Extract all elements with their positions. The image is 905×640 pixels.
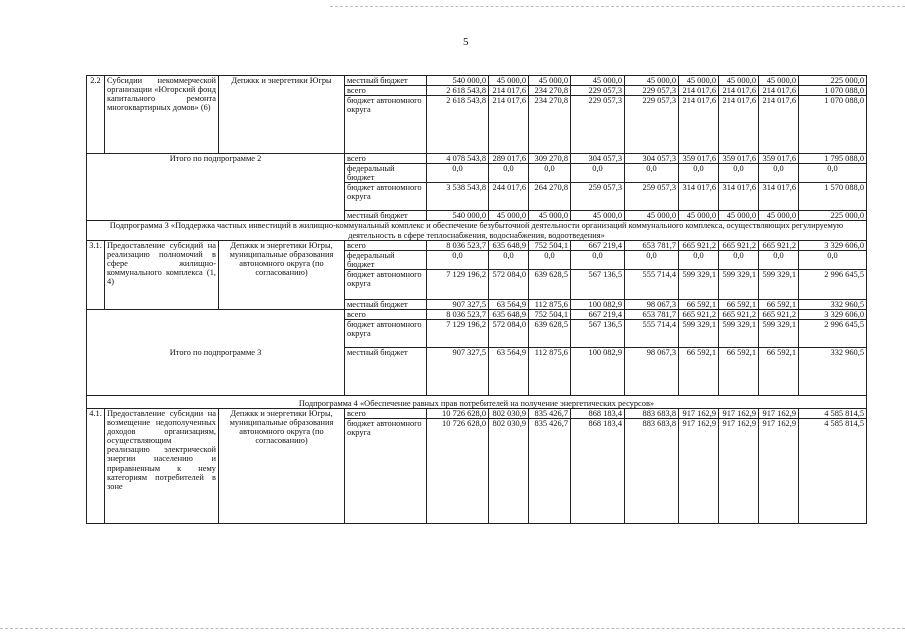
cell-value: 635 648,9: [489, 309, 529, 319]
cell-value: 0,0: [529, 250, 571, 269]
cell-value: 599 329,1: [759, 320, 799, 348]
cell-value: 45 000,0: [625, 76, 679, 86]
cell-value: 66 592,1: [719, 299, 759, 309]
cell-value: 4 078 543,8: [427, 154, 489, 164]
cell-value: 665 921,2: [719, 309, 759, 319]
cell-value: 665 921,2: [759, 309, 799, 319]
cell-value: 359 017,6: [759, 154, 799, 164]
funding-source: местный бюджет: [345, 211, 427, 221]
cell-value: 665 921,2: [679, 309, 719, 319]
cell-value: 1 070 088,0: [799, 86, 867, 96]
cell-value: 45 000,0: [489, 76, 529, 86]
funding-source: федеральный бюджет: [345, 164, 427, 183]
cell-value: 752 504,1: [529, 309, 571, 319]
cell-value: 229 057,3: [571, 96, 625, 154]
measure-name: Предоставление субсидии на возмещение недополученных доходов организациям, осуществляющим реализацию электрической энергии населению и приравненным к нему категориям потребителей в зоне: [105, 409, 219, 524]
cell-value: 883 683,8: [625, 419, 679, 524]
cell-value: 0,0: [679, 164, 719, 183]
funding-source: всего: [345, 154, 427, 164]
cell-value: 45 000,0: [679, 76, 719, 86]
cell-value: 0,0: [719, 250, 759, 269]
cell-value: 309 270,8: [529, 154, 571, 164]
subprogram-3-total-label: Итого по подпрограмме 3: [87, 309, 345, 395]
cell-value: 835 426,7: [529, 409, 571, 419]
cell-value: 259 057,3: [571, 183, 625, 211]
funding-source: федеральный бюджет: [345, 250, 427, 269]
cell-value: 45 000,0: [571, 76, 625, 86]
cell-value: 229 057,3: [571, 86, 625, 96]
cell-value: 359 017,6: [679, 154, 719, 164]
cell-value: 907 327,5: [427, 348, 489, 396]
cell-value: 234 270,8: [529, 86, 571, 96]
cell-value: 917 162,9: [719, 419, 759, 524]
cell-value: 112 875,6: [529, 299, 571, 309]
cell-value: 100 082,9: [571, 348, 625, 396]
cell-value: 599 329,1: [719, 320, 759, 348]
cell-value: 214 017,6: [719, 86, 759, 96]
cell-value: 2 618 543,8: [427, 86, 489, 96]
cell-value: 45 000,0: [719, 76, 759, 86]
cell-value: 540 000,0: [427, 211, 489, 221]
funding-source: бюджет автономного округа: [345, 320, 427, 348]
cell-value: 98 067,3: [625, 348, 679, 396]
cell-value: 667 219,4: [571, 240, 625, 250]
cell-value: 0,0: [799, 250, 867, 269]
cell-value: 917 162,9: [719, 409, 759, 419]
funding-source: бюджет автономного округа: [345, 96, 427, 154]
cell-value: 917 162,9: [759, 419, 799, 524]
subprogram-4-title: Подпрограмма 4 «Обеспечение равных прав потребителей на получение энергетических ресурсов»: [87, 396, 867, 409]
cell-value: 264 270,8: [529, 183, 571, 211]
table-row: [87, 221, 867, 240]
scan-edge-bottom: [0, 628, 905, 630]
cell-value: 868 183,4: [571, 419, 625, 524]
cell-value: 665 921,2: [759, 240, 799, 250]
cell-value: 540 000,0: [427, 76, 489, 86]
cell-value: 599 329,1: [679, 320, 719, 348]
cell-value: 214 017,6: [679, 86, 719, 96]
responsible-executor: Депжкк и энергетики Югры: [219, 76, 345, 154]
cell-value: 802 030,9: [489, 419, 529, 524]
subprogram-3-title: Подпрограмма 3 «Поддержка частных инвестиций в жилищно-коммунальный комплекс и обеспечение безубыточной деятельности организаций коммунального комплекса, осуществляющих регулируемую деятельность в сфере теплоснабжения, водоснабжения, водоотведения»: [87, 221, 867, 240]
cell-value: 1 795 088,0: [799, 154, 867, 164]
responsible-executor: Депжкк и энергетики Югры, муниципальные образования автономного округа (по согласованию): [219, 240, 345, 309]
cell-value: 214 017,6: [489, 96, 529, 154]
cell-value: 359 017,6: [719, 154, 759, 164]
cell-value: 599 329,1: [719, 269, 759, 299]
cell-value: 3 329 606,0: [799, 240, 867, 250]
cell-value: 653 781,7: [625, 240, 679, 250]
cell-value: 907 327,5: [427, 299, 489, 309]
cell-value: 45 000,0: [759, 211, 799, 221]
cell-value: 1 570 088,0: [799, 183, 867, 211]
cell-value: 917 162,9: [679, 409, 719, 419]
row-index: 4.1.: [87, 409, 105, 524]
cell-value: 639 628,5: [529, 320, 571, 348]
cell-value: 2 618 543,8: [427, 96, 489, 154]
cell-value: 8 036 523,7: [427, 240, 489, 250]
cell-value: 667 219,4: [571, 309, 625, 319]
cell-value: 0,0: [571, 164, 625, 183]
table-row: [87, 409, 867, 419]
cell-value: 304 057,3: [625, 154, 679, 164]
cell-value: 0,0: [489, 164, 529, 183]
measure-name: Субсидии некоммерческой организации «Югорский фонд капитального ремонта многоквартирных домов» (6): [105, 76, 219, 154]
page-number: 5: [463, 36, 469, 48]
cell-value: 0,0: [489, 250, 529, 269]
funding-source: местный бюджет: [345, 348, 427, 396]
cell-value: 0,0: [625, 164, 679, 183]
cell-value: 45 000,0: [759, 76, 799, 86]
cell-value: 883 683,8: [625, 409, 679, 419]
funding-source: всего: [345, 409, 427, 419]
cell-value: 214 017,6: [679, 96, 719, 154]
cell-value: 2 996 645,5: [799, 320, 867, 348]
cell-value: 225 000,0: [799, 211, 867, 221]
cell-value: 234 270,8: [529, 96, 571, 154]
cell-value: 63 564,9: [489, 299, 529, 309]
cell-value: 0,0: [571, 250, 625, 269]
subprogram-2-total-label: Итого по подпрограмме 2: [87, 154, 345, 221]
cell-value: 289 017,6: [489, 154, 529, 164]
cell-value: 214 017,6: [719, 96, 759, 154]
cell-value: 0,0: [427, 250, 489, 269]
cell-value: 66 592,1: [759, 299, 799, 309]
table-row: [87, 396, 867, 409]
cell-value: 917 162,9: [759, 409, 799, 419]
cell-value: 2 996 645,5: [799, 269, 867, 299]
responsible-executor: Депжкк и энергетики Югры, муниципальные образования автономного округа (по согласованию): [219, 409, 345, 524]
cell-value: 0,0: [719, 164, 759, 183]
cell-value: 45 000,0: [529, 76, 571, 86]
funding-source: бюджет автономного округа: [345, 419, 427, 524]
funding-source: всего: [345, 86, 427, 96]
cell-value: 3 329 606,0: [799, 309, 867, 319]
cell-value: 567 136,5: [571, 320, 625, 348]
cell-value: 45 000,0: [529, 211, 571, 221]
cell-value: 7 129 196,2: [427, 269, 489, 299]
table-row: [87, 154, 867, 164]
cell-value: 752 504,1: [529, 240, 571, 250]
cell-value: 214 017,6: [759, 86, 799, 96]
cell-value: 802 030,9: [489, 409, 529, 419]
cell-value: 244 017,6: [489, 183, 529, 211]
measure-name: Предоставление субсидий на реализацию полномочий в сфере жилищно-коммунального комплекса (1, 4): [105, 240, 219, 309]
cell-value: 0,0: [427, 164, 489, 183]
cell-value: 3 538 543,8: [427, 183, 489, 211]
table-row: [87, 309, 867, 319]
cell-value: 229 057,3: [625, 86, 679, 96]
cell-value: 45 000,0: [489, 211, 529, 221]
funding-source: бюджет автономного округа: [345, 269, 427, 299]
cell-value: 567 136,5: [571, 269, 625, 299]
cell-value: 229 057,3: [625, 96, 679, 154]
cell-value: 314 017,6: [719, 183, 759, 211]
budget-table: [86, 75, 867, 524]
cell-value: 214 017,6: [759, 96, 799, 154]
cell-value: 45 000,0: [679, 211, 719, 221]
cell-value: 572 084,0: [489, 320, 529, 348]
cell-value: 599 329,1: [759, 269, 799, 299]
funding-source: местный бюджет: [345, 299, 427, 309]
cell-value: 63 564,9: [489, 348, 529, 396]
cell-value: 639 628,5: [529, 269, 571, 299]
cell-value: 314 017,6: [759, 183, 799, 211]
cell-value: 665 921,2: [719, 240, 759, 250]
cell-value: 66 592,1: [679, 348, 719, 396]
funding-source: всего: [345, 240, 427, 250]
cell-value: 225 000,0: [799, 76, 867, 86]
cell-value: 45 000,0: [571, 211, 625, 221]
cell-value: 572 084,0: [489, 269, 529, 299]
cell-value: 835 426,7: [529, 419, 571, 524]
cell-value: 0,0: [625, 250, 679, 269]
cell-value: 1 070 088,0: [799, 96, 867, 154]
cell-value: 332 960,5: [799, 299, 867, 309]
cell-value: 665 921,2: [679, 240, 719, 250]
cell-value: 7 129 196,2: [427, 320, 489, 348]
cell-value: 10 726 628,0: [427, 409, 489, 419]
cell-value: 112 875,6: [529, 348, 571, 396]
funding-source: местный бюджет: [345, 76, 427, 86]
cell-value: 45 000,0: [719, 211, 759, 221]
funding-source: бюджет автономного округа: [345, 183, 427, 211]
cell-value: 66 592,1: [679, 299, 719, 309]
cell-value: 0,0: [759, 250, 799, 269]
cell-value: 66 592,1: [759, 348, 799, 396]
cell-value: 917 162,9: [679, 419, 719, 524]
cell-value: 259 057,3: [625, 183, 679, 211]
cell-value: 653 781,7: [625, 309, 679, 319]
cell-value: 4 585 814,5: [799, 419, 867, 524]
cell-value: 98 067,3: [625, 299, 679, 309]
cell-value: 332 960,5: [799, 348, 867, 396]
funding-source: всего: [345, 309, 427, 319]
cell-value: 4 585 814,5: [799, 409, 867, 419]
cell-value: 0,0: [799, 164, 867, 183]
cell-value: 304 057,3: [571, 154, 625, 164]
cell-value: 0,0: [529, 164, 571, 183]
cell-value: 555 714,4: [625, 269, 679, 299]
cell-value: 100 082,9: [571, 299, 625, 309]
cell-value: 45 000,0: [625, 211, 679, 221]
table-row: [87, 76, 867, 86]
cell-value: 635 648,9: [489, 240, 529, 250]
cell-value: 868 183,4: [571, 409, 625, 419]
scan-edge-top: [330, 6, 905, 8]
cell-value: 314 017,6: [679, 183, 719, 211]
cell-value: 555 714,4: [625, 320, 679, 348]
cell-value: 0,0: [679, 250, 719, 269]
cell-value: 0,0: [759, 164, 799, 183]
row-index: 2.2: [87, 76, 105, 154]
cell-value: 214 017,6: [489, 86, 529, 96]
cell-value: 10 726 628,0: [427, 419, 489, 524]
cell-value: 8 036 523,7: [427, 309, 489, 319]
cell-value: 66 592,1: [719, 348, 759, 396]
table-row: [87, 240, 867, 250]
cell-value: 599 329,1: [679, 269, 719, 299]
row-index: 3.1.: [87, 240, 105, 309]
